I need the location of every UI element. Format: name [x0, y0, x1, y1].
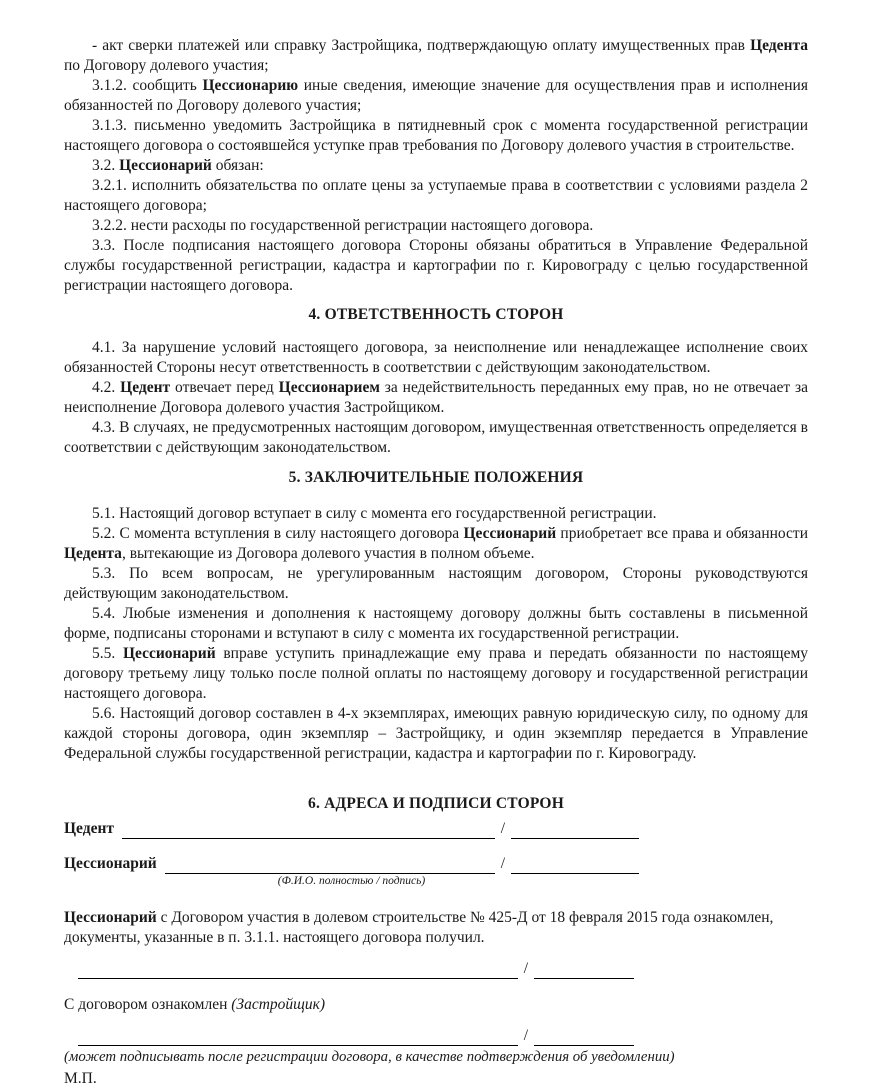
clause-3-1-2: 3.1.2. сообщить Цессионарию иные сведения, имеющие значение для осуществления прав и исполнения обязанностей по Договору долевого участия;: [64, 77, 808, 114]
cessionary-sign-line: [511, 858, 639, 874]
cessionary-signature-row: [64, 854, 639, 874]
cedent-signature-row: [64, 819, 639, 839]
developer-name-line: [78, 1030, 518, 1046]
cessionary-label: Цессионарий: [64, 855, 157, 872]
section-6-heading: 6. АДРЕСА И ПОДПИСИ СТОРОН: [308, 795, 564, 812]
acknowledgment-sign-line: [534, 963, 634, 979]
clause-3-2-1: 3.2.1. исполнить обязательства по оплате цены за уступаемые права в соответствии с условиями раздела 2 настоящего договора;: [64, 177, 808, 214]
clause-3-3: 3.3. После подписания настоящего договора Стороны обязаны обратиться в Управление Федеральной службы государственной регистрации, кадастра и картографии по г. Кировограду с целью государственной регистрации настоящего договора.: [64, 237, 808, 294]
clause-3-2-2: 3.2.2. нести расходы по государственной регистрации настоящего договора.: [92, 217, 594, 234]
clause-5-2: 5.2. С момента вступления в силу настоящего договора Цессионарий приобретает все права и обязанности Цедента, вытекающие из Договора долевого участия в полном объеме.: [64, 525, 808, 562]
clause-5-3: 5.3. По всем вопросам, не урегулированным настоящим договором, Стороны руководствуются действующим законодательством.: [64, 565, 808, 602]
signature-slash: /: [500, 855, 505, 872]
signature-slash: /: [523, 1027, 528, 1044]
section-5-heading: 5. ЗАКЛЮЧИТЕЛЬНЫЕ ПОЛОЖЕНИЯ: [288, 469, 584, 486]
developer-familiar-line: С договором ознакомлен (Застройщик): [64, 996, 326, 1013]
clause-4-3: 4.3. В случаях, не предусмотренных настоящим договором, имущественная ответственность определяется в соответствии с действующим законодательством.: [64, 419, 808, 456]
clause-5-1: 5.1. Настоящий договор вступает в силу с момента его государственной регистрации.: [92, 505, 657, 522]
developer-sign-line: [534, 1030, 634, 1046]
cedent-sign-line: [511, 823, 639, 839]
clause-5-4: 5.4. Любые изменения и дополнения к настоящему договору должны быть составлены в письменной форме, подписаны сторонами и вступают в силу с момента их государственной регистрации.: [64, 605, 808, 642]
clause-akt-sverki: - акт сверки платежей или справку Застройщика, подтверждающую оплату имущественных прав Цедента по Договору долевого участия;: [64, 37, 808, 74]
acknowledgment-paragraph: Цессионарий с Договором участия в долевом строительстве № 425-Д от 18 февраля 2015 года ознакомлен, документы, указанные в п. 3.1.1. настоящего договора получил.: [64, 909, 774, 946]
clause-4-2: 4.2. Цедент отвечает перед Цессионарием за недействительность переданных ему прав, но не отвечает за неисполнение Договора долевого участия Застройщиком.: [64, 379, 809, 416]
clause-3-2: 3.2. Цессионарий обязан:: [92, 157, 264, 174]
clause-4-1: 4.1. За нарушение условий настоящего договора, за неисполнение или ненадлежащее исполнение своих обязанностей Стороны несут ответственность в соответствии с действующим законодательством.: [64, 339, 808, 376]
acknowledgment-signature-row: [78, 959, 634, 979]
section-4-heading: 4. ОТВЕТСТВЕННОСТЬ СТОРОН: [308, 306, 564, 323]
cedent-label: Цедент: [64, 820, 114, 837]
acknowledgment-name-line: [78, 963, 518, 979]
signature-slash: /: [500, 820, 505, 837]
cedent-name-line: [122, 823, 495, 839]
stamp-place-label: М.П.: [64, 1070, 97, 1087]
clause-5-5: 5.5. Цессионарий вправе уступить принадлежащие ему права и передать обязанности по настоящему договору третьему лицу только после полной оплаты по настоящему договору и государственной регистрации настоящего договора.: [64, 645, 809, 702]
developer-signature-row: [78, 1026, 634, 1046]
clause-3-1-3: 3.1.3. письменно уведомить Застройщика в пятидневный срок с момента государственной регистрации настоящего договора о состоявшейся уступке прав требования по Договору долевого участия в строительстве.: [64, 117, 808, 154]
fio-signature-caption: (Ф.И.О. полностью / подпись): [277, 875, 426, 887]
clause-5-6: 5.6. Настоящий договор составлен в 4-х экземплярах, имеющих равную юридическую силу, по одному для каждой стороны договора, один экземпляр – Застройщику, и один экземпляр передается в Управление Федеральной службы государственной регистрации, кадастра и картографии по г. Кировограду.: [64, 705, 808, 762]
signature-slash: /: [523, 960, 528, 977]
developer-signature-note: (может подписывать после регистрации договора, в качестве подтверждения об уведомлении): [64, 1049, 675, 1065]
cessionary-name-line: [165, 858, 495, 874]
